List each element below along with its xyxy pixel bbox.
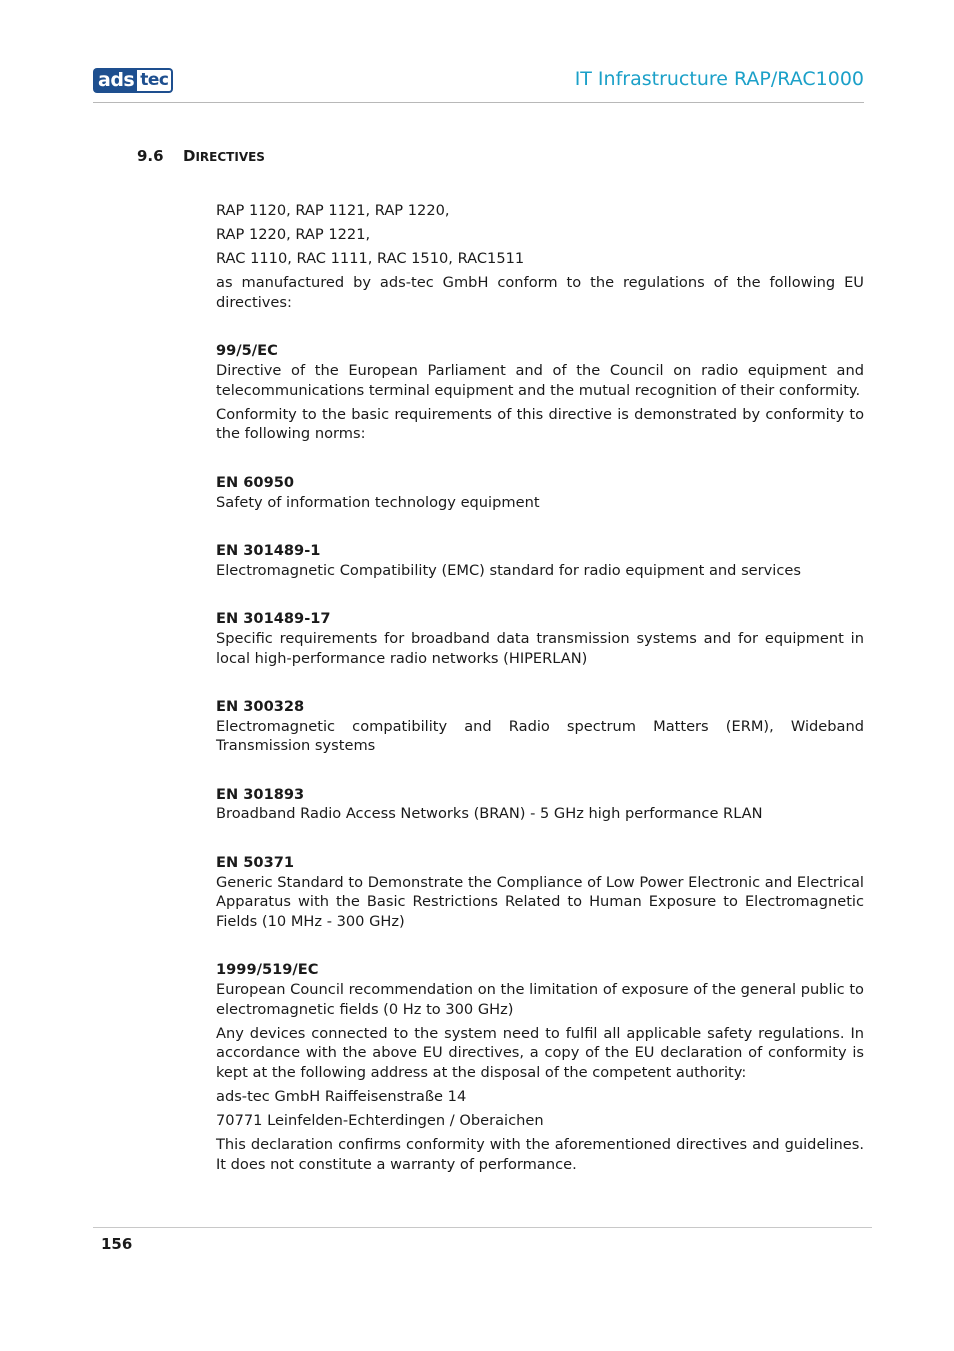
product-list-line: RAC 1110, RAC 1111, RAC 1510, RAC1511 [216, 250, 525, 268]
directive-heading: EN 301489-17 [216, 610, 331, 628]
product-list-line: RAP 1220, RAP 1221, [216, 226, 371, 244]
directive-heading: 1999/519/EC [216, 961, 319, 979]
directive-text: Generic Standard to Demonstrate the Compliance of Low Power Electronic and Electrical Apparatus with the Basic Restrictions Related to Human Exposure to Electromagnetic Fields (10 MHz - 300 GHz) [216, 873, 864, 930]
section-title-initial: D [183, 147, 196, 165]
directive-heading: EN 301893 [216, 785, 305, 803]
directive-text: European Council recommendation on the limitation of exposure of the general public to electromagnetic fields (0 Hz to 300 GHz) [216, 981, 864, 1018]
ads-tec-logo [93, 68, 173, 93]
directive-text: This declaration confirms conformity with the aforementioned directives and guidelines. It does not constitute a warranty of performance. [216, 1136, 864, 1173]
directive-text: Safety of information technology equipment [216, 493, 540, 511]
logo-ads: ads [93, 68, 137, 93]
page-number: 156 [101, 1235, 133, 1253]
address-line: 70771 Leinfelden-Echterdingen / Oberaichen [216, 1112, 544, 1130]
directive-heading: EN 300328 [216, 698, 305, 716]
directive-text: Specific requirements for broadband data transmission systems and for equipment in local high-performance radio networks (HIPERLAN) [216, 629, 864, 667]
header-divider [93, 102, 864, 103]
directive-heading: EN 60950 [216, 473, 295, 491]
directive-text: Broadband Radio Access Networks (BRAN) - 5 GHz high performance RLAN [216, 805, 763, 823]
document-title: IT Infrastructure RAP/RAC1000 [574, 68, 864, 90]
logo-tec: tec [137, 68, 173, 93]
directive-text: Conformity to the basic requirements of this directive is demonstrated by conformity to the following norms: [216, 405, 864, 443]
product-list-line: RAP 1120, RAP 1121, RAP 1220, [216, 202, 450, 219]
section-number: 9.6 [137, 147, 164, 165]
footer-divider [93, 1227, 872, 1228]
directive-heading: EN 50371 [216, 854, 295, 872]
directive-heading: EN 301489-1 [216, 542, 321, 560]
section-title-rest: IRECTIVES [195, 150, 265, 164]
directives-content [216, 201, 864, 1179]
section-heading [137, 147, 265, 165]
directive-text: Any devices connected to the system need to fulfil all applicable safety regulations. In accordance with the above EU directives, a copy of the EU declaration of conformity is kept at the following address at the disposal of the competent authority: [216, 1024, 864, 1081]
address-line: ads-tec GmbH Raiffeisenstraße 14 [216, 1088, 467, 1105]
directive-text: Directive of the European Parliament and of the Council on radio equipment and telecommunications terminal equipment and the mutual recognition of their conformity. [216, 362, 864, 399]
directive-text: Electromagnetic compatibility and Radio spectrum Matters (ERM), Wideband Transmission systems [216, 717, 864, 755]
intro-paragraph: as manufactured by ads-tec GmbH conform to the regulations of the following EU directives: [216, 274, 864, 311]
directive-text: Electromagnetic Compatibility (EMC) standard for radio equipment and services [216, 561, 801, 579]
directive-heading: 99/5/EC [216, 342, 278, 360]
